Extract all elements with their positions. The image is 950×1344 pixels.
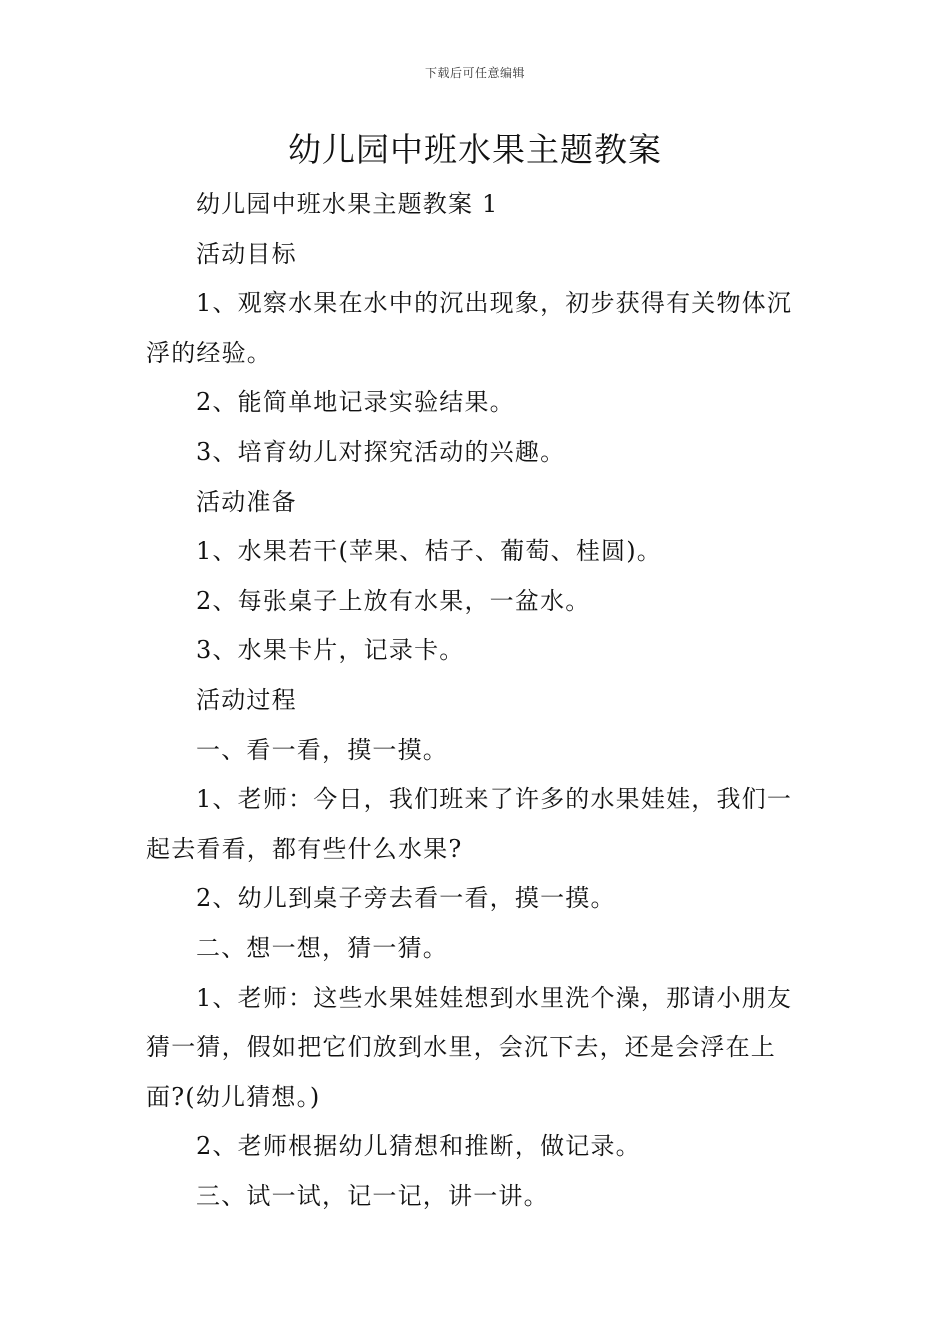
process-item: 2、幼儿到桌子旁去看一看，摸一摸。 xyxy=(196,884,616,913)
section-heading-goals: 活动目标 xyxy=(196,239,297,268)
preparation-item: 3、水果卡片，记录卡。 xyxy=(196,636,465,665)
preparation-item: 1、水果若干(苹果、桔子、葡萄、桂圆)。 xyxy=(196,537,662,566)
goal-item: 1、观察水果在水中的沉出现象，初步获得有关物体沉浮的经验。 xyxy=(146,289,793,367)
goal-item: 2、能简单地记录实验结果。 xyxy=(196,388,515,417)
process-item: 1、老师：今日，我们班来了许多的水果娃娃，我们一起去看看，都有些什么水果? xyxy=(146,785,793,863)
process-item: 2、老师根据幼儿猜想和推断，做记录。 xyxy=(196,1132,641,1161)
section-heading-process: 活动过程 xyxy=(196,685,297,714)
document-title: 幼儿园中班水果主题教案 xyxy=(288,130,662,169)
section-heading-preparation: 活动准备 xyxy=(196,487,297,516)
section-subtitle: 幼儿园中班水果主题教案 1 xyxy=(196,190,499,218)
process-step-heading: 三、试一试，记一记，讲一讲。 xyxy=(196,1181,549,1210)
process-item: 1、老师：这些水果娃娃想到水里洗个澡，那请小朋友猜一猜，假如把它们放到水里，会沉下去，还是会浮在上面?(幼儿猜想。) xyxy=(146,983,793,1111)
document-body xyxy=(146,180,810,1221)
process-step-heading: 一、看一看，摸一摸。 xyxy=(196,735,448,764)
preparation-item: 2、每张桌子上放有水果，一盆水。 xyxy=(196,586,591,615)
process-step-heading: 二、想一想，猜一猜。 xyxy=(196,933,448,962)
page-header-note: 下载后可任意编辑 xyxy=(424,66,525,80)
goal-item: 3、培育幼儿对探究活动的兴趣。 xyxy=(196,437,566,466)
